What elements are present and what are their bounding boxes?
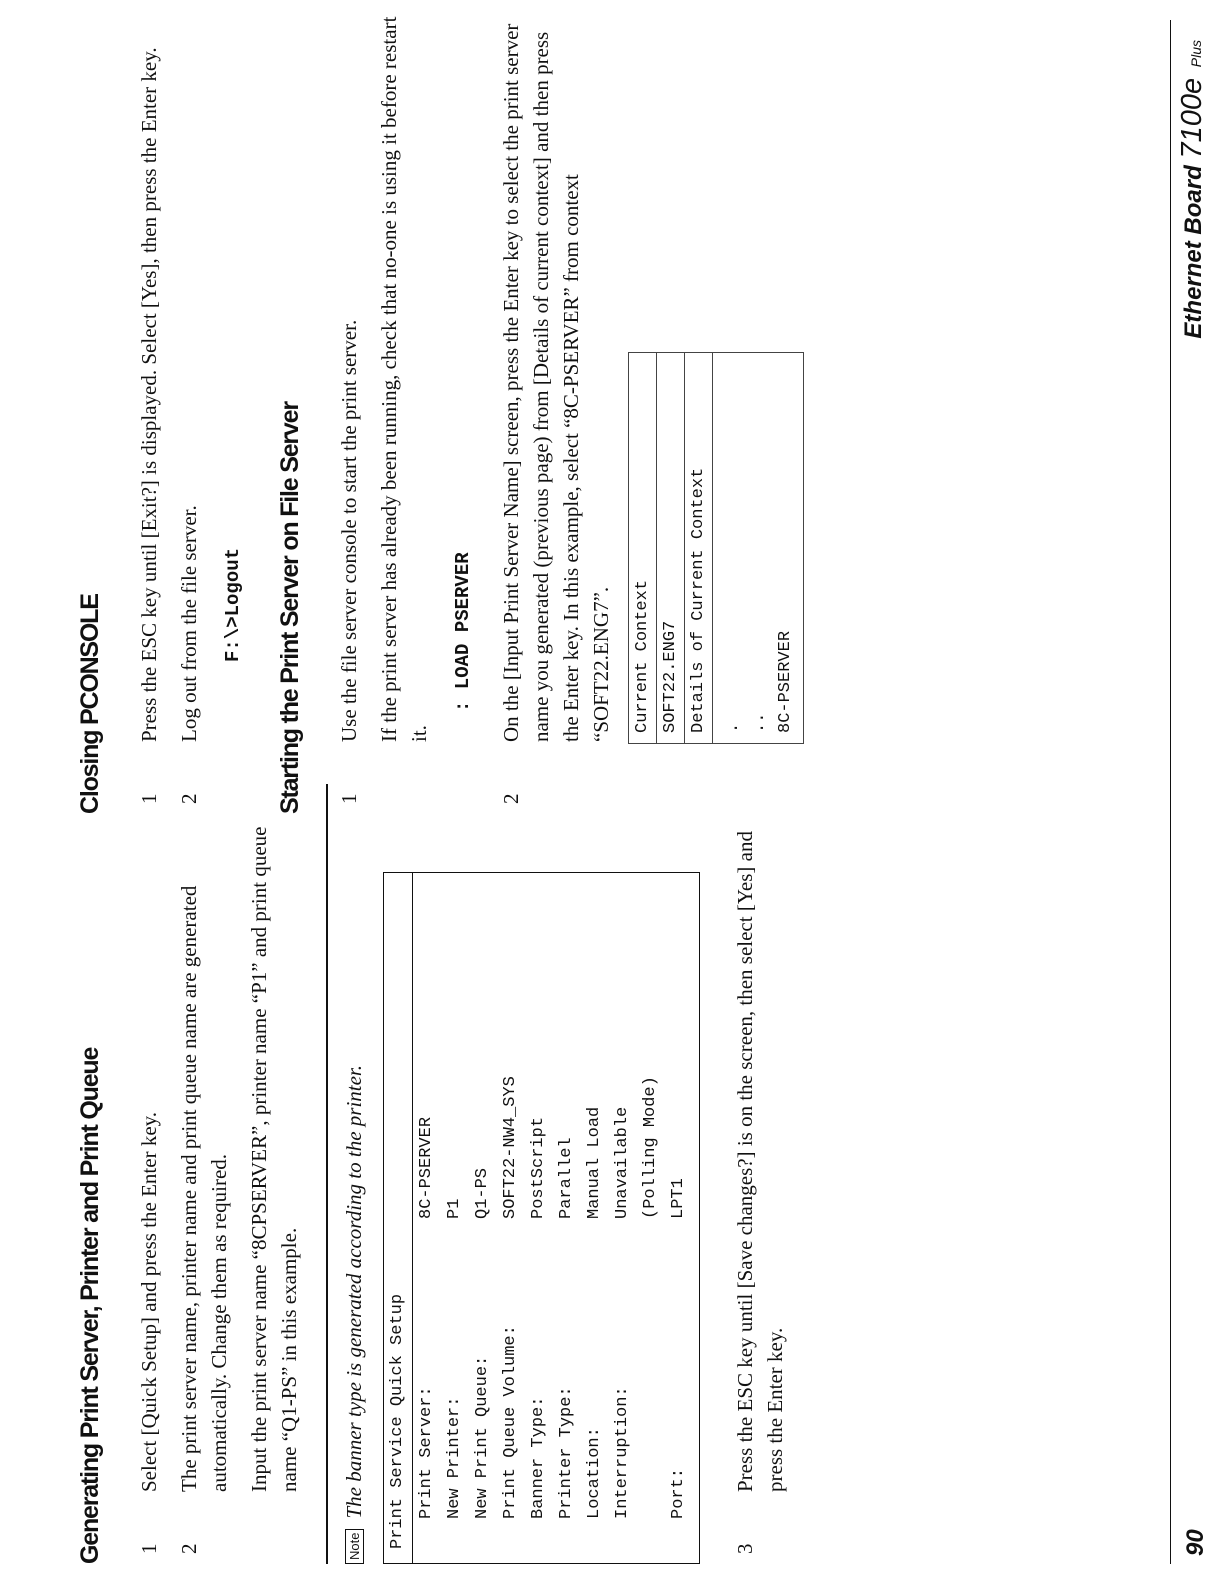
row-label: Printer Type: (557, 1386, 576, 1519)
note-label: Note (345, 1529, 364, 1564)
context-item: . (724, 722, 743, 733)
step-number: 3 (733, 1543, 757, 1554)
step-3 (730, 784, 790, 1564)
row-value: (Polling Mode) (641, 1076, 660, 1219)
row-label: Port: (669, 1467, 688, 1519)
step-text: The print server name, printer name and print queue name are generated automatically. Change them as required. (177, 885, 231, 1492)
row-label: New Print Queue: (473, 1355, 492, 1519)
row-value: PostScript (529, 1116, 548, 1219)
row-value: Manual Load (585, 1106, 604, 1219)
step-number: 2 (177, 793, 201, 804)
brand-bold: Ethernet Board (1180, 165, 1207, 339)
screen-row (665, 873, 693, 1563)
restart-note: If the print server has already been running, check that no-one is using it before restart it. (377, 16, 431, 742)
row-value: 8C-PSERVER (417, 1116, 436, 1219)
screen-row (413, 873, 441, 1563)
section-heading-closing: Closing PCONSOLE (76, 594, 104, 814)
row-label: Location: (585, 1427, 604, 1519)
row-value: P1 (445, 1198, 464, 1219)
input-instruction: Input the print server name “8CPSERVER”, printer name “P1” and print queue name “Q1-PS” in this example. (247, 826, 301, 1492)
step-number: 1 (137, 793, 161, 804)
logout-command: F:\>Logout (222, 547, 244, 662)
brand-model: 7100e (1176, 77, 1208, 159)
step-text: Press the ESC key until [Save changes?] is on the screen, then select [Yes] and press the Enter key. (733, 831, 787, 1492)
screen-row (441, 873, 469, 1563)
screen-row (637, 873, 665, 1563)
quick-setup-screen (383, 872, 700, 1564)
row-value: LPT1 (669, 1178, 688, 1219)
brand-name (1176, 40, 1209, 339)
screen-row (525, 873, 553, 1563)
context-screen (628, 352, 804, 744)
step-number: 1 (337, 793, 361, 804)
context-details-title: Details of Current Context (685, 353, 713, 743)
closing-step-2 (174, 14, 204, 814)
screen-title: Print Service Quick Setup (384, 873, 413, 1563)
step-number: 2 (177, 1543, 201, 1554)
context-details-list (713, 353, 803, 743)
context-item: .. (750, 712, 769, 733)
screen-row (497, 873, 525, 1563)
row-label: Print Server: (417, 1386, 436, 1519)
row-value: Unavailable (613, 1106, 632, 1219)
start-step-2 (496, 14, 616, 814)
screen-row (469, 873, 497, 1563)
step-text: Press the ESC key until [Exit?] is displayed. Select [Yes], then press the Enter key. (137, 47, 161, 742)
right-column (70, 14, 804, 814)
row-label: New Printer: (445, 1396, 464, 1519)
step-number: 1 (137, 1543, 161, 1554)
step-2 (174, 784, 234, 1564)
section-heading-generating: Generating Print Server, Printer and Print Queue (76, 1047, 104, 1564)
row-label (637, 1219, 665, 1519)
brand-plus: Plus (1188, 40, 1204, 68)
row-label: Interruption: (613, 1386, 632, 1519)
screen-row (609, 873, 637, 1563)
context-title: Current Context (629, 353, 657, 743)
row-label: Banner Type: (529, 1396, 548, 1519)
row-value: Q1-PS (473, 1167, 492, 1219)
step-number: 2 (499, 793, 523, 804)
start-step-1 (334, 14, 364, 814)
note-text: The banner type is generated according to the printer. (342, 1064, 366, 1519)
step-text: Use the file server console to start the print server. (337, 319, 361, 742)
screen-row (581, 873, 609, 1563)
row-value: SOFT22-NW4_SYS (501, 1076, 520, 1219)
left-column (70, 784, 800, 1564)
step-1 (134, 784, 164, 1564)
context-item: 8C-PSERVER (776, 630, 795, 733)
row-value: Parallel (557, 1137, 576, 1219)
step-text: On the [Input Print Server Name] screen, press the Enter key to select the print server name you generated (previous page) from [Details of current context] and then press the Enter key. In this example, select “8C-PSERVER” from context “SOFT22.ENG7”. (499, 23, 613, 742)
divider (326, 784, 328, 1564)
screen-row (553, 873, 581, 1563)
load-command: : LOAD PSERVER (452, 552, 474, 712)
note (342, 784, 367, 1564)
step-text: Select [Quick Setup] and press the Enter key. (137, 1111, 161, 1492)
context-value: SOFT22.ENG7 (657, 353, 685, 743)
step-text: Log out from the file server. (177, 505, 201, 742)
page-number: 90 (1182, 1529, 1209, 1556)
row-label: Print Queue Volume: (501, 1325, 520, 1519)
closing-step-1 (134, 14, 164, 814)
section-heading-starting: Starting the Print Server on File Server (276, 402, 304, 814)
footer-divider (1170, 20, 1171, 1564)
